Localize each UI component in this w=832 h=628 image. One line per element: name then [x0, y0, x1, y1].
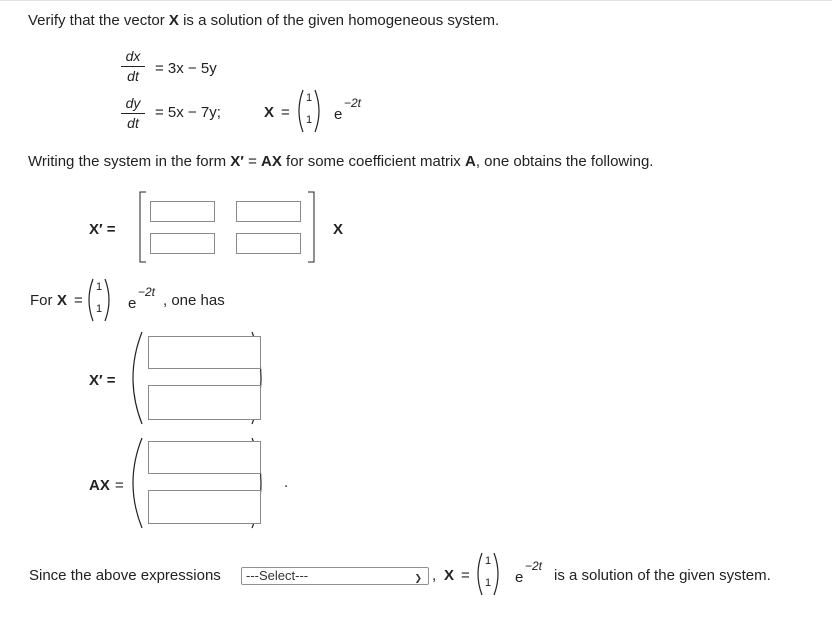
xprime-top-input[interactable]	[148, 336, 261, 369]
prompt-vector-symbol: X	[168, 12, 179, 29]
conclusion-exp-base: e	[515, 569, 524, 586]
eq2-rhs: = 5x − 7y;	[155, 104, 221, 121]
instruction-part4: , one obtains the following.	[475, 153, 654, 170]
eq1-rhs: = 3x − 5y	[155, 60, 217, 77]
for-exp-base: e	[128, 295, 137, 312]
eq2-denominator: dt	[127, 115, 139, 131]
conclusion-text-after: is a solution of the given system.	[554, 567, 771, 584]
instruction-form-a: A	[464, 153, 476, 170]
for-vector-bottom: 1	[96, 303, 103, 315]
conclusion-vector-top: 1	[485, 555, 492, 567]
matrix-a11-input[interactable]	[150, 201, 215, 222]
for-eq-sign: =	[74, 292, 83, 309]
instruction-text	[28, 153, 653, 170]
matrix-a22-input[interactable]	[236, 233, 301, 254]
ax-bottom-input[interactable]	[148, 490, 261, 524]
for-vector-top: 1	[96, 281, 103, 293]
given-vector-top: 1	[306, 92, 313, 104]
xprime-lhs-label: X′ =	[89, 372, 116, 389]
top-divider	[0, 0, 832, 1]
ax-lhs-label: AX	[89, 477, 110, 494]
conclusion-comma: ,	[432, 567, 437, 584]
conclusion-x-label: X	[444, 567, 455, 584]
given-exp-power: −2t	[344, 96, 362, 110]
matrix-a21-input[interactable]	[150, 233, 215, 254]
for-exp-power: −2t	[138, 285, 156, 299]
given-exp-base: e	[334, 106, 343, 123]
for-text: For	[30, 292, 53, 309]
ax-top-input[interactable]	[148, 441, 261, 474]
instruction-form-x: X′	[230, 153, 244, 170]
eq1-denominator: dt	[127, 68, 139, 84]
eq1-numerator: dx	[125, 48, 141, 64]
given-x-label: X	[264, 104, 275, 121]
conclusion-text-before: Since the above expressions	[29, 567, 221, 584]
conclusion-vector-bottom: 1	[485, 577, 492, 589]
given-eq-sign: =	[281, 104, 290, 121]
eq2-derivative	[121, 95, 145, 132]
matrix-a12-input[interactable]	[236, 201, 301, 222]
matrix-rhs-symbol: X	[333, 221, 344, 238]
xprime-bottom-input[interactable]	[148, 385, 261, 420]
eq2-numerator: dy	[125, 95, 141, 111]
instruction-part1: Writing the system in the form	[28, 153, 231, 170]
conclusion-eq-sign: =	[461, 567, 470, 584]
prompt-text-before: Verify that the vector	[28, 12, 169, 29]
ax-period: .	[284, 474, 289, 491]
instruction-form-ax: AX	[261, 153, 282, 170]
conclusion-select-dropdown[interactable]	[241, 567, 429, 585]
problem-prompt	[28, 12, 499, 29]
matrix-left-bracket	[138, 191, 148, 263]
chevron-down-icon: ❯	[414, 573, 422, 583]
eq1-fraction-bar	[121, 66, 145, 67]
eq2-fraction-bar	[121, 113, 145, 114]
instruction-part2: =	[243, 153, 262, 170]
ax-eq-sign: =	[115, 477, 124, 494]
prompt-text-after: is a solution of the given homogeneous system.	[178, 12, 500, 29]
for-tail-text: , one has	[163, 292, 225, 309]
conclusion-exp-power: −2t	[525, 559, 543, 573]
matrix-right-bracket	[306, 191, 316, 263]
instruction-part3: for some coefficient matrix	[281, 153, 465, 170]
matrix-lhs-label: X′ =	[89, 221, 116, 238]
eq1-derivative	[121, 48, 145, 85]
for-x-label: X	[57, 292, 68, 309]
conclusion-select-value: ---Select---	[246, 568, 309, 583]
given-vector-bottom: 1	[306, 114, 313, 126]
